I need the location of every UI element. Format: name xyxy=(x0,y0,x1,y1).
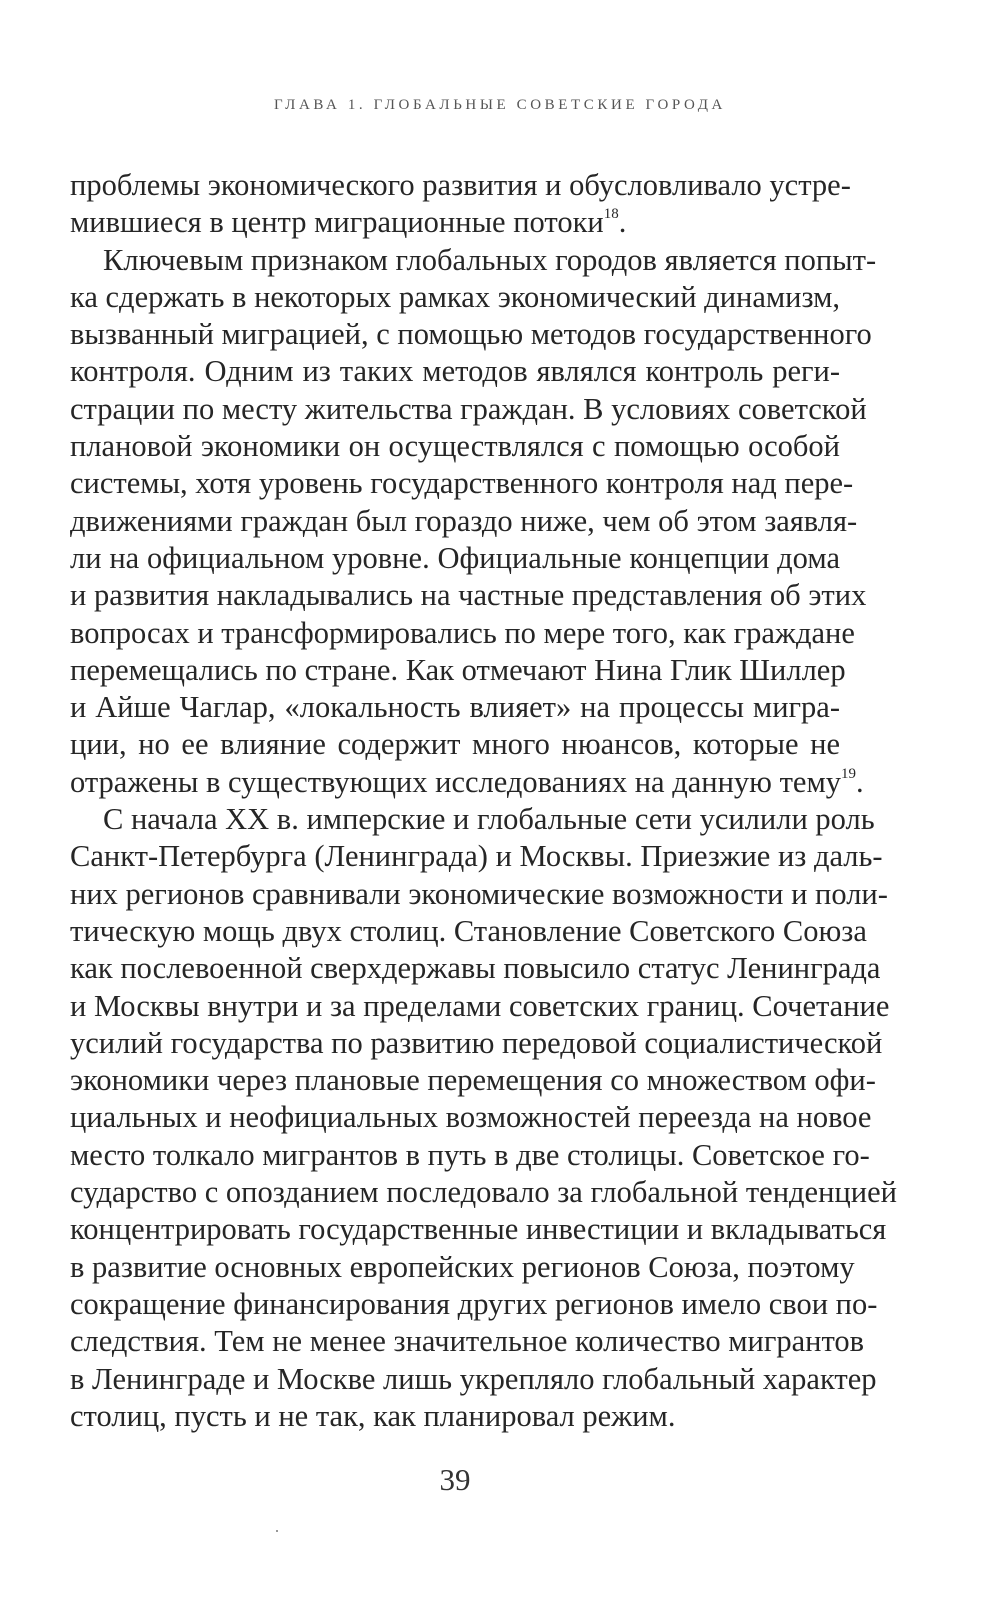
text-line: как послевоенной сверхдержавы повысило статус Ленинграда xyxy=(70,951,881,986)
body-text xyxy=(70,167,897,1435)
text-line: в развитие основных европейских регионов Союза, поэтому xyxy=(70,1249,855,1284)
text-line: и Айше Чаглар, «локальность влияет» на процессы мигра- xyxy=(70,690,840,725)
footnote-ref: 18 xyxy=(603,206,619,223)
text-line: системы, хотя уровень государственного контроля над пере- xyxy=(70,466,854,501)
text-line: следствия. Тем не менее значительное количество мигрантов xyxy=(70,1324,865,1359)
text-line: в Ленинграде и Москве лишь укрепляло глобальный характер xyxy=(70,1361,877,1396)
text-line: усилий государства по развитию передовой социалистической xyxy=(70,1025,883,1060)
text-line: вопросах и трансформировались по мере того, как граждане xyxy=(70,615,855,650)
text-line: плановой экономики он осуществлялся с помощью особой xyxy=(70,429,840,464)
text-line: Ключевым признаком глобальных городов является попыт- xyxy=(103,242,877,277)
text-line: ции, но ее влияние содержит много нюансов, которые не xyxy=(70,727,840,762)
print-speck xyxy=(276,1530,278,1532)
text-line: С начала XX в. имперские и глобальные сети усилили роль xyxy=(103,802,875,837)
footnote-ref: 19 xyxy=(841,765,856,782)
text-line: ли на официальном уровне. Официальные концепции дома xyxy=(70,540,840,575)
text-line: перемещались по стране. Как отмечают Нина Глик Шиллер xyxy=(70,652,846,687)
text-line: мившиеся в центр миграционные потоки$^{18}$. xyxy=(70,205,627,240)
text-line: столиц, пусть и не так, как планировал режим. xyxy=(70,1398,676,1433)
text-line: экономики через плановые перемещения со множеством офи- xyxy=(70,1063,876,1098)
text-line: сокращение финансирования других регионов имело свои по- xyxy=(70,1286,878,1321)
text-line: сударство с опозданием последовало за глобальной тенденцией xyxy=(70,1175,897,1210)
text-line: ка сдержать в некоторых рамках экономический динамизм, xyxy=(70,279,841,314)
text-line: Санкт-Петербурга (Ленинграда) и Москвы. Приезжие из даль- xyxy=(70,839,883,874)
page-number: 39 xyxy=(439,1462,471,1497)
text-line: концентрировать государственные инвестиции и вкладываться xyxy=(70,1212,887,1247)
text-line: них регионов сравнивали экономические возможности и поли- xyxy=(70,876,888,911)
text-line: контроля. Одним из таких методов являлся контроль реги- xyxy=(70,354,840,389)
text-line: вызванный миграцией, с помощью методов государственного xyxy=(70,317,872,352)
text-line: отражены в существующих исследованиях на данную тему$^{19}$. xyxy=(70,764,864,799)
text-line: циальных и неофициальных возможностей переезда на новое xyxy=(70,1100,872,1135)
text-line: место толкало мигрантов в путь в две столицы. Советское го- xyxy=(70,1137,870,1172)
text-line: движениями граждан был гораздо ниже, чем об этом заявля- xyxy=(70,503,858,538)
text-line: тическую мощь двух столиц. Становление Советского Союза xyxy=(70,913,867,948)
running-header: ГЛАВА 1. ГЛОБАЛЬНЫЕ СОВЕТСКИЕ ГОРОДА xyxy=(274,97,726,113)
text-line: и развития накладывались на частные представления об этих xyxy=(70,578,867,613)
text-line: и Москвы внутри и за пределами советских границ. Сочетание xyxy=(70,988,890,1023)
text-line: страции по месту жительства граждан. В условиях советской xyxy=(70,391,867,426)
text-line: проблемы экономического развития и обусловливало устре- xyxy=(70,168,851,202)
